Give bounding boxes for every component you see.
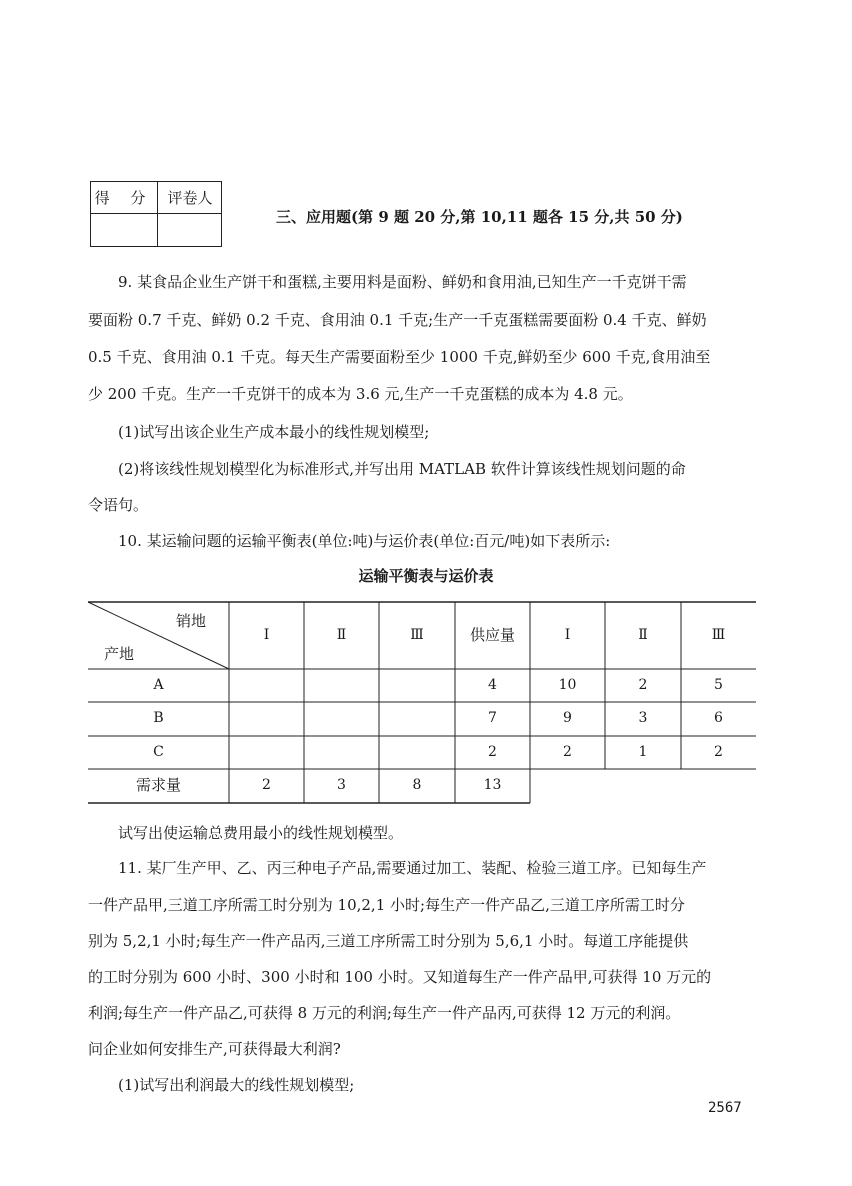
table-cell: 7	[488, 710, 497, 726]
q11-line-4: 的工时分别为 600 小时、300 小时和 100 小时。又知道每生产一件产品甲,可获得 10 万元的	[88, 968, 712, 986]
table-cell: 2	[638, 677, 648, 693]
header-supply: 供应量	[469, 626, 515, 644]
q10-task: 试写出使运输总费用最小的线性规划模型。	[118, 824, 404, 842]
table-cell: 3	[638, 710, 648, 726]
header-cost-col-2: Ⅱ	[638, 627, 648, 643]
demand-cell: 2	[262, 777, 271, 793]
table-cell: 2	[714, 744, 723, 760]
q11-line-3: 别为 5,2,1 小时;每生产一件产品丙,三道工序所需工时分别为 5,6,1 小时。每道工序能提供	[88, 932, 689, 950]
header-col-2: Ⅱ	[336, 627, 347, 643]
row-label: C	[153, 744, 164, 760]
table-title: 运输平衡表与运价表	[358, 567, 494, 585]
demand-cell: 13	[483, 777, 502, 793]
table-cell: 4	[488, 677, 497, 693]
row-label: B	[153, 710, 164, 726]
header-col-1: Ⅰ	[263, 627, 270, 643]
header-origin-label: 产地	[104, 645, 135, 663]
demand-row-label: 需求量	[135, 776, 181, 794]
grader-label: 评卷人	[167, 189, 213, 207]
table-cell: 2	[488, 744, 497, 760]
page-number: 2567	[708, 1100, 742, 1116]
q11-sub1: (1)试写出利润最大的线性规划模型;	[118, 1076, 355, 1094]
q9-sub2-line-1: (2)将该线性规划模型化为标准形式,并写出用 MATLAB 软件计算该线性规划问题的命	[118, 460, 686, 478]
q11-line-2: 一件产品甲,三道工序所需工时分别为 10,2,1 小时;每生产一件产品乙,三道工序所需工时分	[88, 896, 685, 914]
q9-line-4: 少 200 千克。生产一千克饼干的成本为 3.6 元,生产一千克蛋糕的成本为 4.8 元。	[88, 385, 633, 403]
demand-cell: 8	[412, 777, 422, 793]
row-label: A	[153, 677, 164, 693]
q10-intro: 10. 某运输问题的运输平衡表(单位:吨)与运价表(单位:百元/吨)如下表所示:	[118, 532, 611, 550]
table-cell: 2	[563, 744, 572, 760]
header-destination-label: 销地	[176, 612, 207, 630]
table-cell: 9	[563, 710, 572, 726]
header-cost-col-3: Ⅲ	[711, 627, 726, 643]
q9-line-2: 要面粉 0.7 千克、鲜奶 0.2 千克、食用油 0.1 千克;生产一千克蛋糕需要面粉 0.4 千克、鲜奶	[88, 311, 707, 329]
table-cell: 6	[714, 710, 723, 726]
section-heading: 三、应用题(第 9 题 20 分,第 10,11 题各 15 分,共 50 分)	[276, 208, 683, 226]
header-cost-col-1: Ⅰ	[564, 627, 571, 643]
q9-line-3: 0.5 千克、食用油 0.1 千克。每天生产需要面粉至少 1000 千克,鲜奶至少 600 千克,食用油至	[88, 348, 711, 366]
table-cell: 5	[714, 677, 723, 693]
score-label: 得 分	[94, 189, 154, 207]
q9-line-1: 9. 某食品企业生产饼干和蛋糕,主要用料是面粉、鲜奶和食用油,已知生产一千克饼干需	[118, 273, 687, 291]
q11-line-1: 11. 某厂生产甲、乙、丙三种电子产品,需要通过加工、装配、检验三道工序。已知每生产	[118, 859, 707, 877]
q9-sub2-line-2: 令语句。	[88, 496, 149, 514]
table-cell: 1	[638, 744, 648, 760]
q11-line-5: 利润;每生产一件产品乙,可获得 8 万元的利润;每生产一件产品丙,可获得 12 万元的利润。	[88, 1004, 681, 1022]
q11-line-6: 问企业如何安排生产,可获得最大利润?	[88, 1040, 341, 1058]
table-cell: 10	[558, 677, 577, 693]
q9-sub1: (1)试写出该企业生产成本最小的线性规划模型;	[118, 423, 430, 441]
demand-cell: 3	[337, 777, 346, 793]
header-col-3: Ⅲ	[410, 627, 424, 643]
